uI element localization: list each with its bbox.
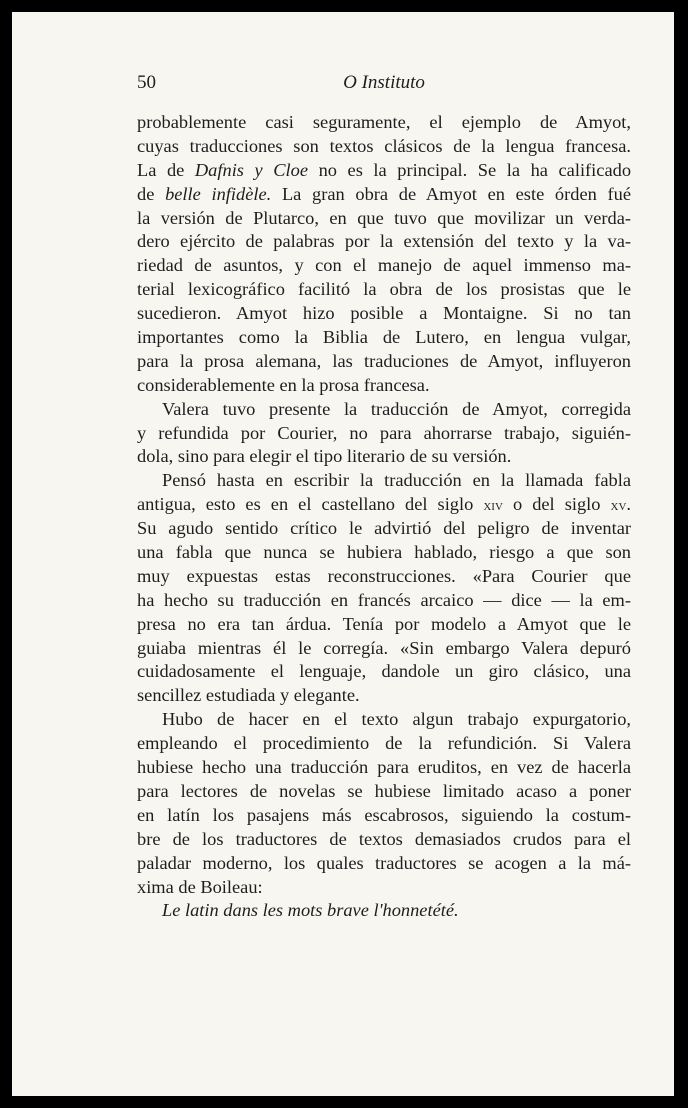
text-line — [137, 159, 631, 183]
text-line: para lectores de novelas se hubiese limitado acaso a poner — [137, 780, 631, 801]
text-segment: . — [626, 494, 631, 515]
text-line: sucedieron. Amyot hizo posible a Montaigne. Si no tan — [137, 303, 631, 324]
text-line: dola, sino para elegir el tipo literario de su versión. — [137, 446, 512, 467]
text-segment: La gran obra de Amyot en este órden fué — [271, 183, 631, 204]
text-line: guiaba mientras él le corregía. «Sin embargo Valera depuró — [137, 637, 631, 658]
text-line — [137, 493, 631, 517]
text-line: empleando el procedimiento de la refundición. Si Valera — [137, 733, 631, 754]
text-line: una fabla que nunca se hubiera hablado, riesgo a que son — [137, 542, 631, 563]
text-line: Su agudo sentido crítico le advirtió del peligro de inventar — [137, 518, 631, 539]
page-number: 50 — [137, 72, 156, 93]
text-segment: no es la principal. Se la ha calificado — [308, 159, 632, 180]
text-line: paladar moderno, los quales traductores se acogen a la má- — [137, 852, 631, 873]
text-line: ha hecho su traducción en francés arcaico — dice — la em- — [137, 589, 631, 610]
book-page — [12, 12, 674, 1096]
text-segment: La de — [137, 159, 195, 180]
text-line: presa no era tan árdua. Tenía por modelo a Amyot que le — [137, 613, 631, 634]
text-line: hubiese hecho una traducción para eruditos, en vez de hacerla — [137, 757, 631, 778]
running-title: O Instituto — [343, 72, 425, 93]
text-line: importantes como la Biblia de Lutero, en lengua vulgar, — [137, 327, 631, 348]
text-line: xima de Boileau: — [137, 876, 263, 897]
text-line: Valera tuvo presente la traducción de Amyot, corregida — [162, 398, 631, 419]
roman-numeral: xiv — [483, 497, 503, 515]
text-line: Pensó hasta en escribir la traducción en la llamada fabla — [162, 470, 631, 491]
text-line: probablemente casi seguramente, el ejemplo de Amyot, — [137, 112, 631, 132]
text-segment: antigua, esto es en el castellano del siglo — [137, 494, 484, 515]
text-line: riedad de asuntos, y con el manejo de aquel immenso ma- — [137, 255, 631, 276]
text-line: la versión de Plutarco, en que tuvo que movilizar un verda- — [137, 207, 631, 228]
text-line: considerablemente en la prosa francesa. — [137, 374, 430, 395]
text-line: terial lexicográfico facilitó la obra de los prosistas que le — [137, 279, 631, 300]
text-line: muy expuestas estas reconstrucciones. «Para Courier que — [137, 565, 631, 586]
text-segment: o del siglo — [502, 494, 611, 515]
text-line: cuyas traducciones son textos clásicos de la lengua francesa. — [137, 135, 631, 156]
text-line: dero ejército de palabras por la extensión del texto y la va- — [137, 231, 631, 252]
text-line: para la prosa alemana, las traduciones de Amyot, influyeron — [137, 350, 631, 371]
text-line: sencillez estudiada y elegante. — [137, 685, 360, 706]
italic-phrase: belle infidèle. — [165, 183, 272, 204]
text-line: en latín los pasajens más escabrosos, siguiendo la costum- — [137, 804, 631, 825]
text-line: cuidadosamente el lenguaje, dandole un giro clásico, una — [137, 661, 631, 682]
text-line: y refundida por Courier, no para ahorrarse trabajo, siguién- — [137, 422, 631, 443]
body-text — [137, 111, 631, 923]
roman-numeral: xv — [610, 497, 627, 515]
book-title: Dafnis y Cloe — [194, 159, 308, 180]
latin-quote: Le latin dans les mots brave l'honnetété. — [162, 900, 459, 921]
text-segment: de — [137, 183, 166, 204]
text-line — [137, 183, 631, 207]
text-line: bre de los traductores de textos demasiados crudos para el — [137, 828, 631, 849]
text-line: Hubo de hacer en el texto algun trabajo expurgatorio, — [162, 709, 631, 730]
